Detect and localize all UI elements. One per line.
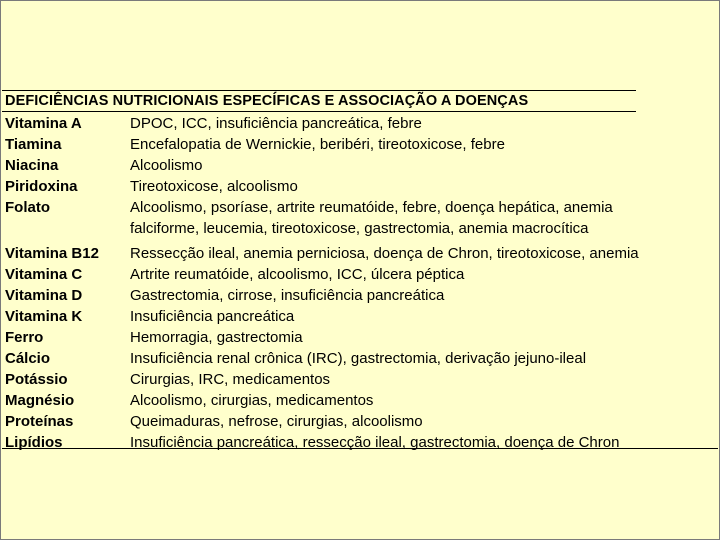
table-row xyxy=(0,197,720,239)
nutrient-name: Vitamina C xyxy=(5,266,83,283)
table-row xyxy=(0,155,720,176)
table-row xyxy=(0,176,720,197)
disease-list: Insuficiência pancreática xyxy=(130,308,295,325)
nutrient-name: Ferro xyxy=(5,329,44,346)
table-row xyxy=(0,243,720,264)
nutrient-name: Niacina xyxy=(5,157,59,174)
nutrient-name: Piridoxina xyxy=(5,178,78,195)
nutrient-name: Magnésio xyxy=(5,392,75,409)
table-row xyxy=(0,348,720,369)
disease-list: DPOC, ICC, insuficiência pancreática, febre xyxy=(130,115,422,132)
disease-list: Hemorragia, gastrectomia xyxy=(130,329,303,346)
table-row xyxy=(0,306,720,327)
table-rows xyxy=(0,113,720,453)
nutrient-name: Cálcio xyxy=(5,350,51,367)
table-top-rule xyxy=(2,90,636,91)
nutrient-name: Potássio xyxy=(5,371,68,388)
disease-list: Alcoolismo xyxy=(130,157,203,174)
table-row xyxy=(0,390,720,411)
disease-list: Alcoolismo, cirurgias, medicamentos xyxy=(130,392,374,409)
disease-list: Ressecção ileal, anemia perniciosa, doença de Chron, tireotoxicose, anemia xyxy=(130,245,639,262)
nutrient-name: Lipídios xyxy=(5,434,63,451)
disease-list: Insuficiência pancreática, ressecção ileal, gastrectomia, doença de Chron xyxy=(130,434,620,451)
table-row xyxy=(0,411,720,432)
disease-list: Artrite reumatóide, alcoolismo, ICC, úlcera péptica xyxy=(130,266,465,283)
nutrient-name: Proteínas xyxy=(5,413,74,430)
table-row xyxy=(0,113,720,134)
nutrient-name: Vitamina A xyxy=(5,115,82,132)
table-bottom-rule xyxy=(2,448,718,449)
nutrient-name: Tiamina xyxy=(5,136,62,153)
nutrient-name: Vitamina D xyxy=(5,287,83,304)
disease-list xyxy=(130,197,715,239)
table-row xyxy=(0,432,720,453)
disease-list: Tireotoxicose, alcoolismo xyxy=(130,178,298,195)
disease-line: falciforme, leucemia, tireotoxicose, gastrectomia, anemia macrocítica xyxy=(130,220,589,237)
table-header-rule xyxy=(2,111,636,112)
nutrient-name: Vitamina K xyxy=(5,308,83,325)
nutrient-name: Folato xyxy=(5,199,50,216)
table-row xyxy=(0,327,720,348)
table-row xyxy=(0,264,720,285)
disease-list: Cirurgias, IRC, medicamentos xyxy=(130,371,331,388)
disease-list: Encefalopatia de Wernickie, beribéri, tireotoxicose, febre xyxy=(130,136,505,153)
table-title: DEFICIÊNCIAS NUTRICIONAIS ESPECÍFICAS E ASSOCIAÇÃO A DOENÇAS xyxy=(5,93,529,109)
table-row xyxy=(0,285,720,306)
disease-list: Gastrectomia, cirrose, insuficiência pancreática xyxy=(130,287,445,304)
nutrient-name: Vitamina B12 xyxy=(5,245,99,262)
disease-line: Alcoolismo, psoríase, artrite reumatóide, febre, doença hepática, anemia xyxy=(130,199,613,216)
table-row xyxy=(0,369,720,390)
disease-list: Queimaduras, nefrose, cirurgias, alcoolismo xyxy=(130,413,423,430)
disease-list: Insuficiência renal crônica (IRC), gastrectomia, derivação jejuno-ileal xyxy=(130,350,587,367)
table-row xyxy=(0,134,720,155)
